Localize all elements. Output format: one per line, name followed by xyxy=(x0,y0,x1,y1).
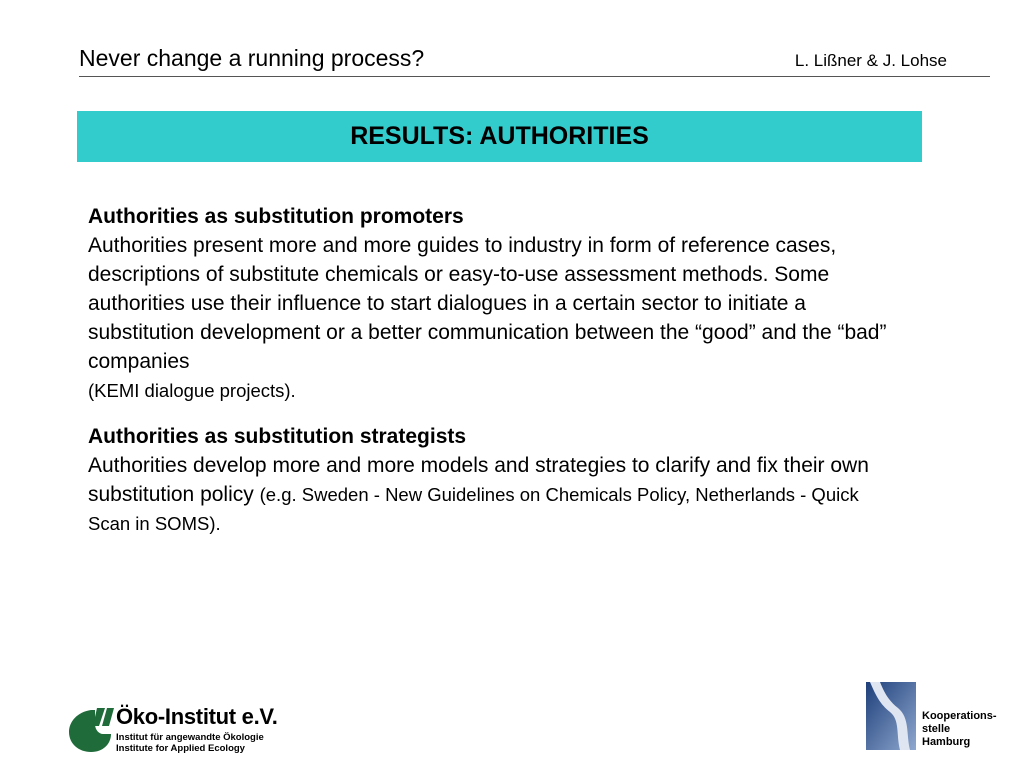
section-body: Authorities develop more and more models and strategies to clarify and fix their own substitution policy xyxy=(88,454,869,506)
oeko-subtitle-de: Institut für angewandte Ökologie xyxy=(116,732,264,743)
koop-line-2: stelle xyxy=(922,723,951,735)
authors: L. Lißner & J. Lohse xyxy=(794,51,947,70)
koop-river-icon xyxy=(866,682,916,750)
header-divider xyxy=(79,76,990,77)
section-body: Authorities present more and more guides to industry in form of reference cases, descriptions of substitute chemicals or easy-to-use assessment methods. Some authorities use their influence to start dialogues in a certain sector to initiate a substitution development or a better communication between the “good” and the “bad” companies xyxy=(88,234,887,373)
koop-line-3: Hamburg xyxy=(922,736,971,748)
section-heading: Authorities as substitution strategists xyxy=(88,425,467,448)
banner-title: RESULTS: AUTHORITIES xyxy=(350,122,649,150)
kooperationsstelle-logo xyxy=(866,682,1016,752)
oeko-name: Öko-Institut e.V. xyxy=(116,704,278,729)
koop-label xyxy=(922,710,997,749)
section-strategists xyxy=(88,422,903,538)
koop-line-1: Kooperations- xyxy=(922,710,997,722)
section-promoters xyxy=(88,202,903,405)
section-note: (KEMI dialogue projects). xyxy=(88,380,296,401)
content xyxy=(88,202,903,538)
slide-title: Never change a running process? xyxy=(79,45,425,71)
oeko-leaf-icon xyxy=(67,704,115,754)
section-heading: Authorities as substitution promoters xyxy=(88,205,464,228)
section-banner xyxy=(77,111,922,162)
oeko-subtitle-en: Institute for Applied Ecology xyxy=(116,743,245,754)
section-note: (e.g. Sweden - New Guidelines on Chemicals Policy, Netherlands - Quick Scan in SOMS). xyxy=(88,484,859,534)
oeko-institut-logo xyxy=(67,704,297,756)
